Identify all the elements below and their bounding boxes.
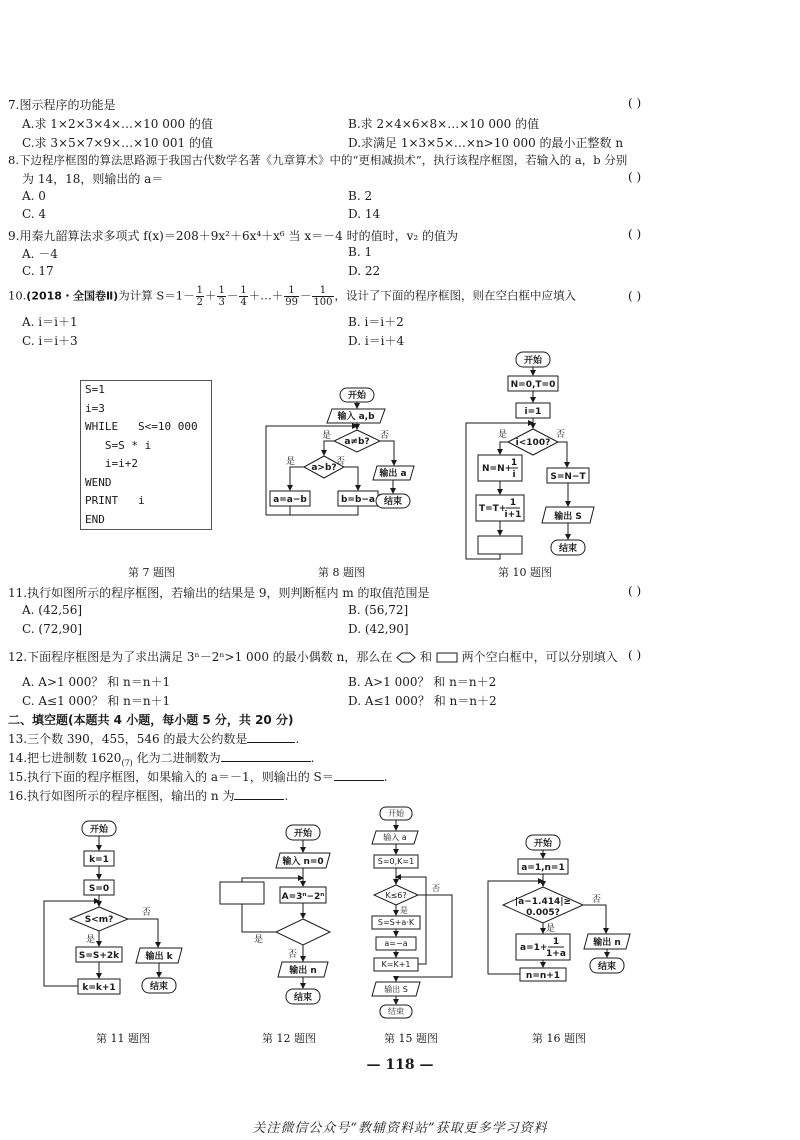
fig10-s-label: S=N−T [550, 472, 586, 482]
fig11-yes: 是 [86, 935, 96, 945]
fig10-end-label: 结束 [558, 544, 578, 554]
fig12-no: 否 [288, 950, 298, 960]
fig16-start-label: 开始 [533, 839, 553, 849]
fig8-no1: 否 [380, 431, 390, 441]
q10-number: 10. [8, 288, 27, 303]
code-line: i=i+2 [85, 457, 138, 470]
q9-option-c: C. 17 [22, 264, 54, 278]
answer-blank[interactable] [221, 749, 311, 762]
fig8-no2: 否 [336, 457, 346, 467]
code-line: PRINT i [85, 494, 145, 507]
fig15-flowchart [362, 805, 462, 1025]
fig16-output-label: 输出 n [593, 938, 621, 948]
q14-end: . [310, 751, 315, 765]
footer-note: 关注微信公众号“教辅资料站”获取更多学习资料 [252, 1121, 548, 1136]
q7-paren: ( ) [628, 96, 642, 110]
page-number: — 118 — [366, 1057, 434, 1073]
fig15-caption: 第 15 题图 [384, 1032, 438, 1045]
q12-option-a: A. A>1 000？ 和 n＝n＋1 [22, 675, 171, 689]
q11-option-d: D. (42,90] [348, 622, 409, 636]
code-line: i=3 [85, 401, 105, 415]
q8-stem-line1: 8.下边程序框图的算法思路源于我国古代数学名著《九章算术》中的“更相减损术”，执行该程序框图，若输入的 a，b 分别 [8, 153, 628, 167]
q10-frac-4 [284, 285, 299, 308]
fig11-no: 否 [142, 908, 152, 918]
q10-stem [8, 285, 576, 308]
q7-stem: 7.图示程序的功能是 [8, 98, 116, 112]
fig15-input-label: 输入 a [383, 833, 407, 842]
fig10-yes: 是 [498, 430, 508, 440]
q14-stem: 14.把七进制数 1620 [8, 751, 122, 765]
answer-blank[interactable] [334, 768, 384, 781]
frac-den: 4 [240, 297, 247, 308]
fig15-yes: 是 [400, 906, 408, 915]
q14-subscript: (7) [121, 758, 133, 768]
frac-num: 1 [196, 285, 203, 296]
fig12-input-label: 输入 n=0 [282, 857, 324, 867]
fig8-output-label: 输出 a [379, 469, 407, 479]
fig8-left-label: a=a−b [273, 495, 307, 505]
fig10-n-den: i [512, 470, 516, 480]
q10-stem-b: ，设计了下面的程序框图，则在空白框中应填入 [334, 288, 577, 303]
fig7-code-box [80, 380, 212, 530]
fig15-k-label: K=K+1 [381, 960, 411, 969]
frac-num: 1 [240, 285, 247, 296]
frac-den: 3 [218, 297, 225, 308]
fig8-flowchart [262, 385, 422, 520]
q10-sign: ＋…＋ [248, 288, 284, 303]
section-title: 二、填空题(本题共 4 小题，每小题 5 分，共 20 分) [8, 713, 294, 727]
fig16-flowchart [484, 832, 634, 982]
fig8-end-label: 结束 [383, 497, 403, 507]
fig8-right-label: b=b−a [340, 495, 376, 505]
fig10-t-den: i+1 [504, 510, 522, 520]
fig10-i1-label: i=1 [524, 407, 542, 417]
q13-stem: 13.三个数 390，455，546 的最大公约数是 [8, 732, 248, 746]
q15 [8, 768, 388, 785]
q8-stem-line2: 为 14，18，则输出的 a＝ [22, 172, 164, 186]
fig8-yes2: 是 [286, 457, 296, 467]
fig15-output-label: 输出 S [384, 985, 408, 994]
q12-paren: ( ) [628, 648, 642, 662]
fig16-yes: 是 [546, 924, 556, 934]
q12-stem-c: 两个空白框中，可以分别填入 [461, 650, 618, 664]
q7-option-d: D.求满足 1×3×5×…×n>10 000 的最小正整数 n [348, 136, 624, 150]
fig10-n-num: 1 [510, 458, 518, 468]
q7-option-b: B.求 2×4×6×8×…×10 000 的值 [348, 117, 540, 131]
fig11-body-label: S=S+2k [78, 951, 120, 961]
q16-end: . [284, 789, 289, 803]
fig15-cond-label: K≤6? [385, 891, 407, 900]
fig12-cond-blank [276, 919, 330, 945]
fig11-caption: 第 11 题图 [96, 1032, 150, 1045]
q7-option-a: A.求 1×2×3×4×…×10 000 的值 [22, 117, 213, 131]
q10-option-c: C. i＝i＋3 [22, 334, 78, 348]
q12-stem [8, 648, 618, 665]
fig12-output-label: 输出 n [289, 966, 317, 976]
fig16-a-den: 1+a [546, 949, 566, 959]
code-line: S=S * i [85, 438, 152, 452]
q10-frac-2 [217, 285, 225, 308]
q12-option-c: C. A≤1 000？ 和 n＝n＋1 [22, 694, 171, 708]
rectangle-shape-icon [436, 652, 458, 663]
frac-den: 2 [196, 297, 203, 308]
fig15-a-label: a=−a [384, 939, 408, 948]
q15-end: . [383, 770, 388, 784]
fig8-cond1-label: a≠b? [344, 437, 370, 447]
fig12-start-label: 开始 [293, 829, 313, 839]
q11-option-c: C. (72,90] [22, 622, 83, 636]
q15-stem: 15.执行下面的程序框图，如果输入的 a＝－1，则输出的 S＝ [8, 770, 334, 784]
fig15-no: 否 [432, 884, 440, 893]
q10-sign: － [299, 288, 312, 303]
diamond-shape-icon [396, 652, 416, 663]
q13 [8, 730, 299, 747]
q11-stem: 11.执行如图所示的程序框图，若输出的结果是 9，则判断框内 m 的取值范围是 [8, 586, 430, 600]
fig16-end-label: 结束 [597, 962, 617, 972]
q9-option-b: B. 1 [348, 245, 373, 259]
q8-option-a: A. 0 [22, 189, 46, 203]
fig10-output-label: 输出 S [554, 512, 582, 522]
fig11-s-label: S=0 [88, 884, 110, 894]
fig10-t-num: 1 [509, 498, 517, 508]
fig15-start-label: 开始 [388, 809, 404, 818]
answer-blank[interactable] [234, 787, 284, 800]
fig10-cond-label: i<100? [515, 438, 551, 448]
frac-num: 1 [284, 285, 299, 297]
q16 [8, 787, 288, 804]
q10-option-d: D. i＝i＋4 [348, 334, 405, 348]
q14-stem-b: 化为二进制数为 [132, 751, 221, 765]
fig12-blank-box [220, 882, 264, 904]
code-line: WEND [85, 475, 112, 489]
fig10-t-label: T=T+ [479, 504, 507, 514]
fig16-init-label: a=1,n=1 [521, 863, 565, 873]
frac-den: 100 [313, 297, 333, 308]
fig10-flowchart [460, 350, 610, 562]
fig11-cond-label: S<m? [84, 915, 114, 925]
frac-num: 1 [218, 285, 225, 296]
fig16-a-num: 1 [552, 937, 560, 947]
fig16-inc-label: n=n+1 [525, 971, 561, 981]
q10-stem-a: 为计算 S＝1－ [118, 288, 195, 303]
q10-option-a: A. i＝i＋1 [22, 315, 78, 329]
fig12-flowchart [218, 822, 348, 1012]
q9-option-a: A. －4 [22, 247, 58, 261]
fig15-s-label: S=S+a·K [377, 918, 415, 927]
q10-frac-5 [312, 285, 333, 308]
fig10-no: 否 [556, 430, 566, 440]
fig10-blank-box [478, 536, 522, 554]
q10-frac-1 [196, 285, 204, 308]
q10-sign: － [226, 288, 239, 303]
fig10-n-label: N=N+ [482, 464, 513, 474]
fig11-start-label: 开始 [89, 825, 109, 835]
fig12-a-label: A=3ⁿ−2ⁿ [281, 892, 325, 902]
fig16-cond-label-1: |a−1.414|≥ [514, 897, 572, 907]
q8-option-b: B. 2 [348, 189, 373, 203]
q7-option-c: C.求 3×5×7×9×…×10 001 的值 [22, 136, 213, 150]
q10-sign: ＋ [204, 288, 217, 303]
q9-option-d: D. 22 [348, 264, 381, 278]
fig16-caption: 第 16 题图 [532, 1032, 586, 1045]
fig16-cond-label-2: 0.005? [526, 908, 560, 918]
fig7-caption: 第 7 题图 [128, 566, 175, 579]
fig8-caption: 第 8 题图 [318, 566, 365, 579]
fig15-init-label: S=0,K=1 [377, 857, 415, 866]
frac-num: 1 [312, 285, 333, 297]
fig11-end-label: 结束 [149, 982, 169, 992]
fig8-input-label: 输入 a,b [337, 412, 375, 422]
q9-paren: ( ) [628, 227, 642, 241]
code-line: END [85, 512, 105, 526]
q14 [8, 749, 314, 767]
fig11-output-label: 输出 k [145, 952, 173, 962]
q8-option-d: D. 14 [348, 207, 381, 221]
answer-blank[interactable] [247, 730, 295, 743]
fig10-init-label: N=0,T=0 [510, 380, 556, 390]
q12-option-d: D. A≤1 000？ 和 n＝n＋2 [348, 694, 497, 708]
frac-den: 99 [285, 297, 298, 308]
q11-paren: ( ) [628, 584, 642, 598]
fig12-caption: 第 12 题图 [262, 1032, 316, 1045]
fig10-start-label: 开始 [523, 356, 543, 366]
q12-option-b: B. A>1 000？ 和 n＝n＋2 [348, 675, 497, 689]
q8-paren: ( ) [628, 170, 642, 184]
q13-end: . [295, 732, 300, 746]
q11-option-a: A. (42,56] [22, 603, 83, 617]
fig10-caption: 第 10 题图 [498, 566, 552, 579]
fig12-yes: 是 [254, 935, 264, 945]
q12-stem-b: 和 [419, 650, 432, 664]
fig16-a-label: a=1+ [520, 943, 548, 953]
q10-paren: ( ) [628, 289, 642, 303]
fig11-flowchart [40, 818, 200, 1003]
code-line: WHILE S<=10 000 [85, 420, 198, 433]
fig8-cond2-label: a>b? [311, 463, 337, 473]
fig15-end-label: 结束 [388, 1007, 404, 1016]
fig8-yes1: 是 [322, 431, 332, 441]
q10-option-b: B. i＝i＋2 [348, 315, 404, 329]
code-line: S=1 [85, 383, 105, 396]
q9-stem: 9.用秦九韶算法求多项式 f(x)＝208＋9x²＋6x⁴＋x⁶ 当 x＝－4 时的值时，v₂ 的值为 [8, 229, 458, 243]
fig12-end-label: 结束 [293, 993, 313, 1003]
fig11-inc-label: k=k+1 [82, 983, 116, 993]
fig11-k-label: k=1 [89, 855, 109, 865]
q11-option-b: B. (56,72] [348, 603, 409, 617]
q16-stem: 16.执行如图所示的程序框图，输出的 n 为 [8, 789, 235, 803]
q8-option-c: C. 4 [22, 207, 47, 221]
q10-frac-3 [239, 285, 247, 308]
fig8-start-label: 开始 [347, 391, 367, 401]
q10-source: (2018・全国卷Ⅱ) [26, 289, 119, 303]
q12-stem-a: 12.下面程序框图是为了求出满足 3ⁿ－2ⁿ>1 000 的最小偶数 n，那么在 [8, 650, 393, 664]
fig16-no: 否 [592, 895, 602, 905]
